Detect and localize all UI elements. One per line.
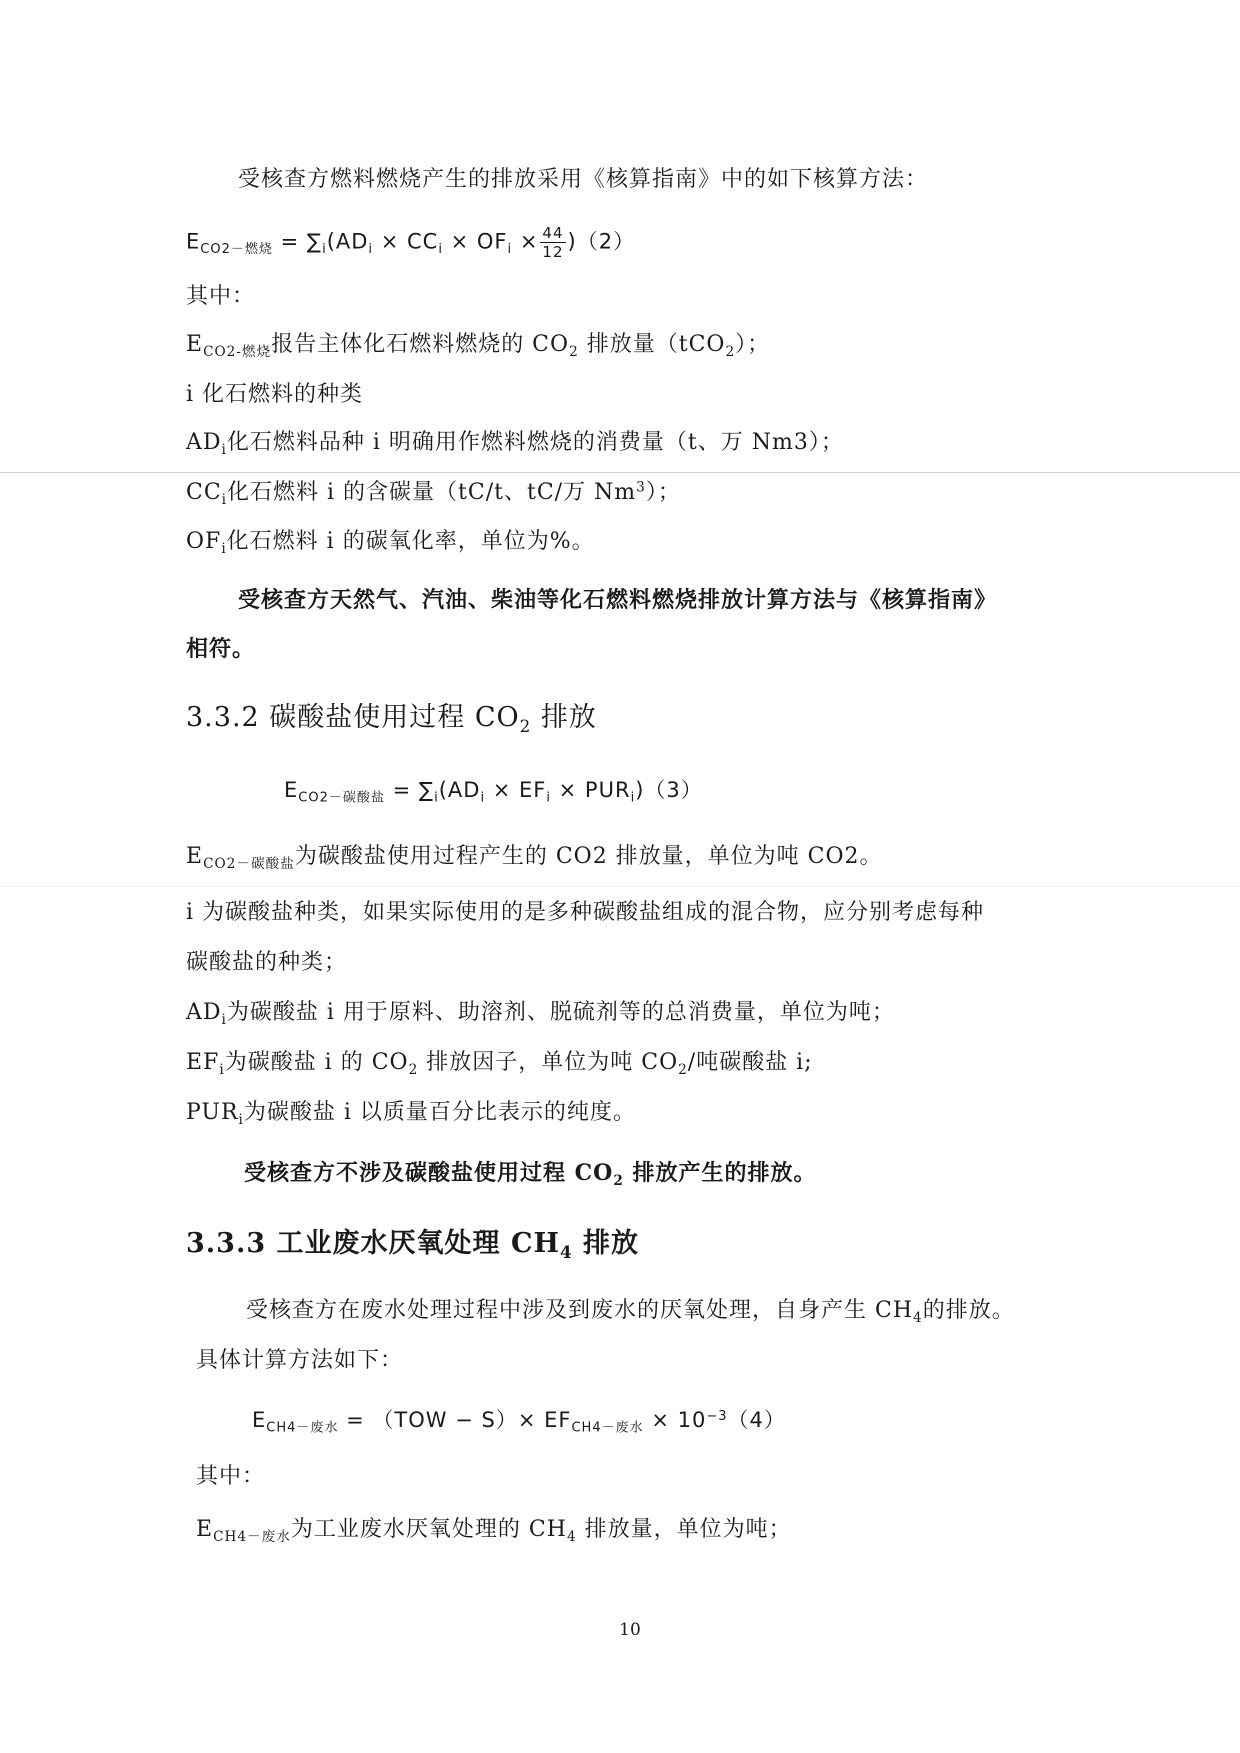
- def-ad-i-carbonate: $AD_i$为碳酸盐 i 用于原料、助溶剂、脱硫剂等的总消费量，单位为吨；: [186, 1000, 895, 1028]
- def-cc-i: $CC_i$化石燃料 i 的含碳量（tC/t、tC/万 Nm$^3$）；: [186, 479, 681, 508]
- scan-faint-line: [0, 886, 1240, 887]
- def-e-wastewater: $E_{CH4-废水}$为工业废水厌氧处理的 $CH_4$ 排放量，单位为吨；: [196, 1517, 792, 1545]
- paragraph-wastewater: 受核查方在废水处理过程中涉及到废水的厌氧处理，自身产生 $CH_4$的排放。: [246, 1298, 1015, 1326]
- formula-3: $E_{CO2-碳酸盐} = \sum_i(AD_i \times EF_i \times PUR_i)(3)$: [284, 778, 703, 806]
- def-ad-i: $AD_i$化石燃料品种 i 明确用作燃料燃烧的消费量（t、万 Nm3）；: [186, 430, 844, 458]
- def-ef-i: $EF_i$为碳酸盐 i 的 $CO_2$ 排放因子，单位为吨 $CO_2/$吨碳酸盐 i;: [186, 1050, 813, 1078]
- section-heading-3-3-2: 3.3.2 碳酸盐使用过程 $CO_2$ 排放: [186, 702, 597, 736]
- paragraph-wastewater-cont: 具体计算方法如下：: [196, 1348, 404, 1373]
- label-where-1: 其中：: [186, 284, 256, 309]
- def-e-carbonate: $E_{CO2-碳酸盐}$为碳酸盐使用过程产生的 CO2 排放量，单位为吨 CO2。: [186, 844, 883, 872]
- paragraph-conformity: 受核查方天然气、汽油、柴油等化石燃料燃烧排放计算方法与《核算指南》: [238, 587, 998, 613]
- scan-divider-line: [0, 472, 1240, 473]
- section-heading-3-3-3: 3.3.3 工业废水厌氧处理 $CH_4$ 排放: [186, 1228, 640, 1262]
- paragraph-not-applicable: 受核查方不涉及碳酸盐使用过程 $CO_2$ 排放产生的排放。: [244, 1160, 817, 1189]
- def-e-combustion: $E_{CO2-燃烧}$报告主体化石燃料燃烧的 $CO_2$ 排放量（tCO$_2$）；: [186, 332, 771, 360]
- page-number: 10: [619, 1620, 641, 1640]
- def-i-carbonate: i 为碳酸盐种类，如果实际使用的是多种碳酸盐组成的混合物，应分别考虑每种: [186, 900, 985, 925]
- def-i-carbonate-cont: 碳酸盐的种类；: [186, 950, 348, 975]
- formula-2: $E_{CO2-燃烧} = \sum_i(AD_i \times CC_i \times OF_i$ × $\frac{44}{12}$ )（2）: [186, 224, 636, 261]
- def-pur-i: $PUR_i$为碳酸盐 i 以质量百分比表示的纯度。: [186, 1100, 636, 1128]
- label-where-2: 其中：: [196, 1464, 266, 1489]
- fraction-44-12: $\frac{44}{12}$: [542, 224, 564, 261]
- formula-4: $E_{CH4-废水} = (TOW - S)\times EF_{CH4-废水} \times 10^{-3}(4)$: [252, 1408, 786, 1436]
- paragraph-conformity-cont: 相符。: [186, 636, 256, 662]
- def-of-i: $OF_i$化石燃料 i 的碳氧化率，单位为%。: [186, 529, 595, 557]
- def-i-fuel-type: i 化石燃料的种类: [186, 382, 364, 407]
- paragraph-intro-fuel: 受核查方燃料燃烧产生的排放采用《核算指南》中的如下核算方法：: [238, 167, 929, 192]
